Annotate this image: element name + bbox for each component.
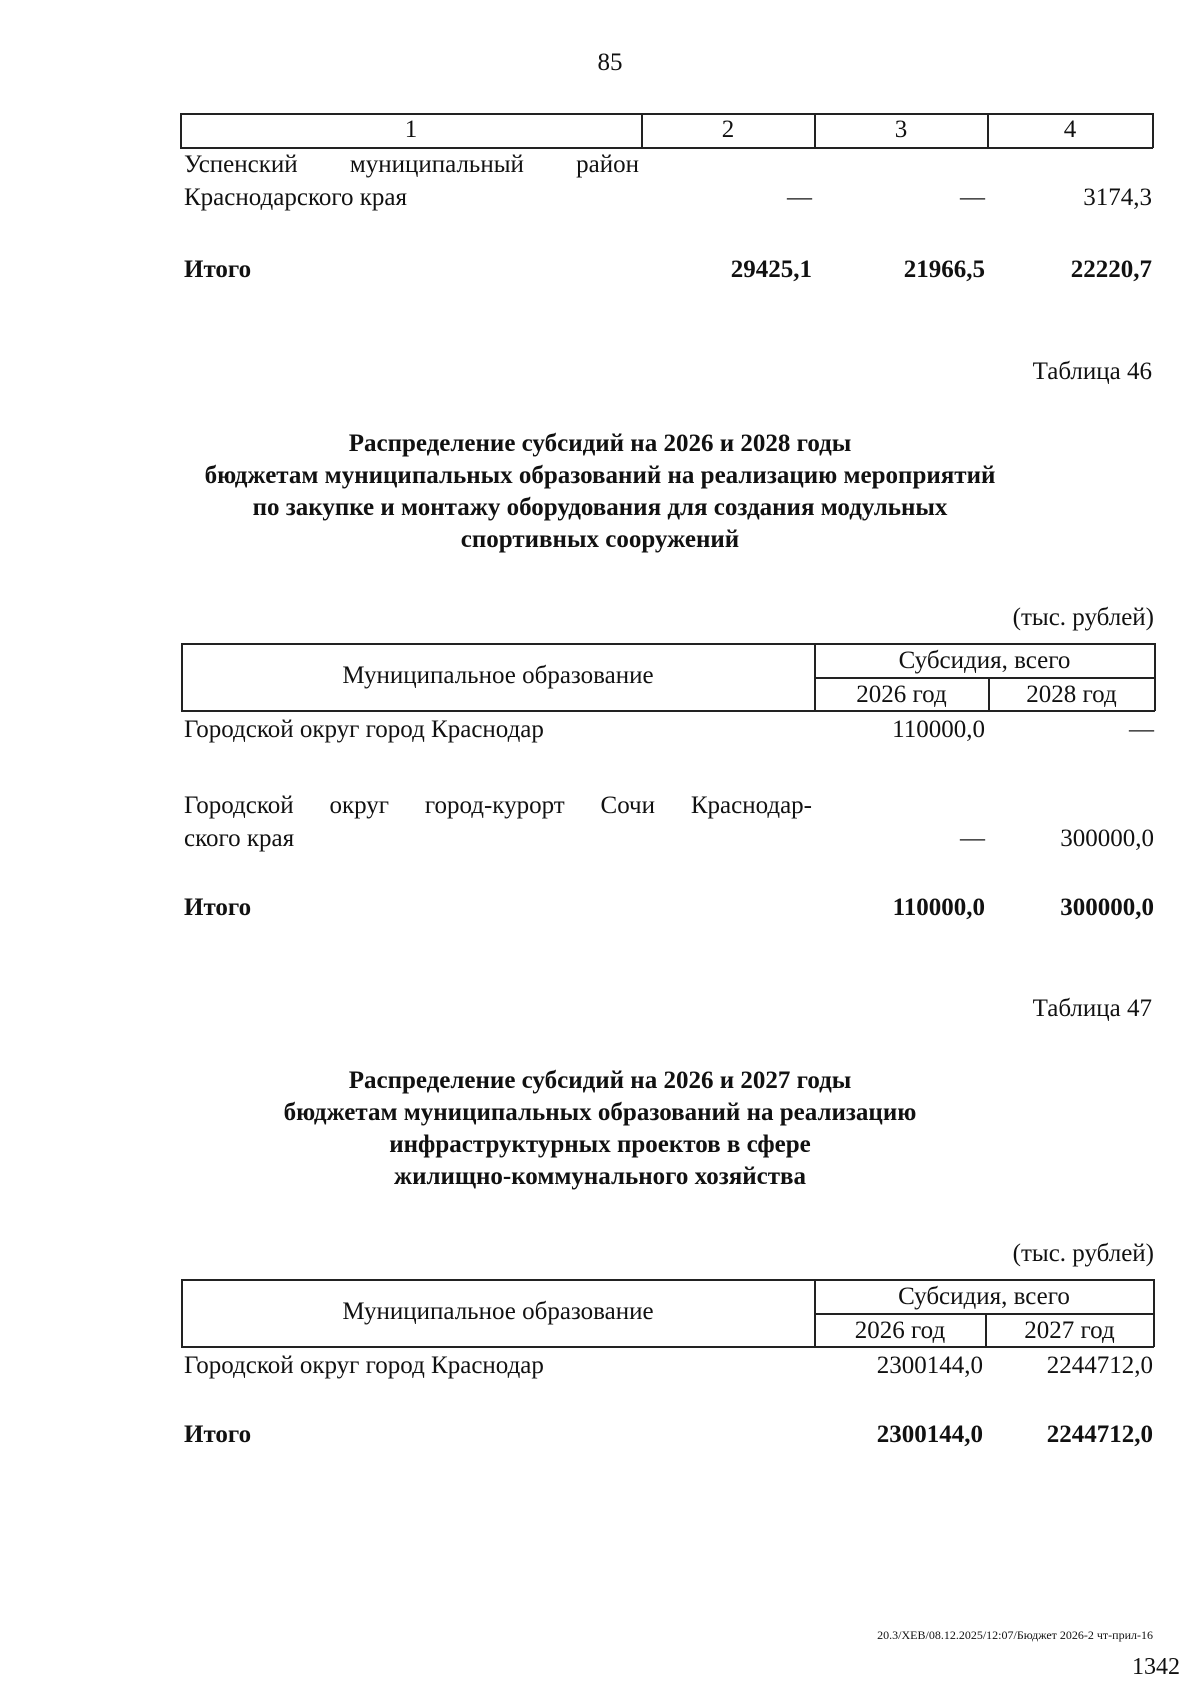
total-value-3: 21966,5: [903, 256, 985, 283]
total-value-year1: 110000,0: [892, 894, 985, 921]
column-header-municipality: Муниципальное образование: [342, 662, 654, 689]
row-value-3: —: [960, 184, 985, 211]
row-value-year1: —: [960, 825, 985, 852]
total-value-year1: 2300144,0: [876, 1421, 983, 1448]
total-label: Итого: [184, 894, 252, 921]
table-caption: Таблица 47: [1032, 995, 1152, 1022]
table-title: [150, 1065, 1050, 1193]
row-value-year2: 300000,0: [1060, 825, 1154, 852]
column-header-year1: 2026 год: [856, 681, 947, 708]
total-value-2: 29425,1: [730, 256, 812, 283]
column-header-year2: 2028 год: [1026, 681, 1117, 708]
row-name: Городской округ город Краснодар: [184, 716, 544, 743]
title-line: по закупке и монтажу оборудования для создания модульных: [252, 494, 948, 521]
row-name-line2: Краснодарского края: [184, 184, 407, 211]
row-value-year2: —: [1129, 716, 1154, 743]
title-line: Распределение субсидий на 2026 и 2027 годы: [348, 1067, 852, 1094]
row-value-4: 3174,3: [1083, 184, 1152, 211]
title-line: инфраструктурных проектов в сфере: [389, 1131, 811, 1158]
total-label: Итого: [184, 256, 252, 283]
column-header-year1: 2026 год: [854, 1317, 946, 1344]
column-header-4: 4: [1063, 116, 1077, 143]
column-header-subsidy: Субсидия, всего: [898, 1283, 1070, 1310]
title-line: бюджетам муниципальных образований на реализацию: [283, 1099, 917, 1126]
sheet-number: 1342: [1132, 1654, 1180, 1680]
row-name-line1: Успенский муниципальный район: [184, 151, 639, 178]
column-header-2: 2: [721, 116, 735, 143]
table-title: [150, 428, 1050, 556]
row-name-line2: ского края: [184, 825, 295, 852]
document-code: 20.3/ХЕВ/08.12.2025/12:07/Бюджет 2026-2 чт-прил-16: [877, 1628, 1153, 1642]
column-header-1: 1: [404, 116, 418, 143]
row-value-year1: 2300144,0: [876, 1352, 983, 1379]
column-header-3: 3: [894, 116, 908, 143]
table-caption: Таблица 46: [1032, 358, 1152, 385]
row-name-line1: Городской округ город-курорт Сочи Краснодар-: [184, 792, 812, 819]
column-header-subsidy: Субсидия, всего: [898, 647, 1071, 674]
title-line: бюджетам муниципальных образований на реализацию мероприятий: [204, 462, 996, 489]
title-line: спортивных сооружений: [460, 526, 740, 553]
row-name: Городской округ город Краснодар: [184, 1352, 544, 1379]
row-value-2: —: [787, 184, 812, 211]
total-value-year2: 2244712,0: [1046, 1421, 1153, 1448]
unit-label: (тыс. рублей): [1012, 1240, 1154, 1267]
title-line: Распределение субсидий на 2026 и 2028 годы: [348, 430, 852, 457]
column-header-municipality: Муниципальное образование: [342, 1298, 654, 1325]
row-value-year2: 2244712,0: [1046, 1352, 1153, 1379]
total-label: Итого: [184, 1421, 252, 1448]
page-number: 85: [597, 49, 623, 76]
row-value-year1: 110000,0: [892, 716, 985, 743]
column-header-year2: 2027 год: [1024, 1317, 1115, 1344]
total-value-year2: 300000,0: [1060, 894, 1154, 921]
total-value-4: 22220,7: [1070, 256, 1152, 283]
title-line: жилищно-коммунального хозяйства: [393, 1163, 807, 1190]
unit-label: (тыс. рублей): [1012, 604, 1154, 631]
